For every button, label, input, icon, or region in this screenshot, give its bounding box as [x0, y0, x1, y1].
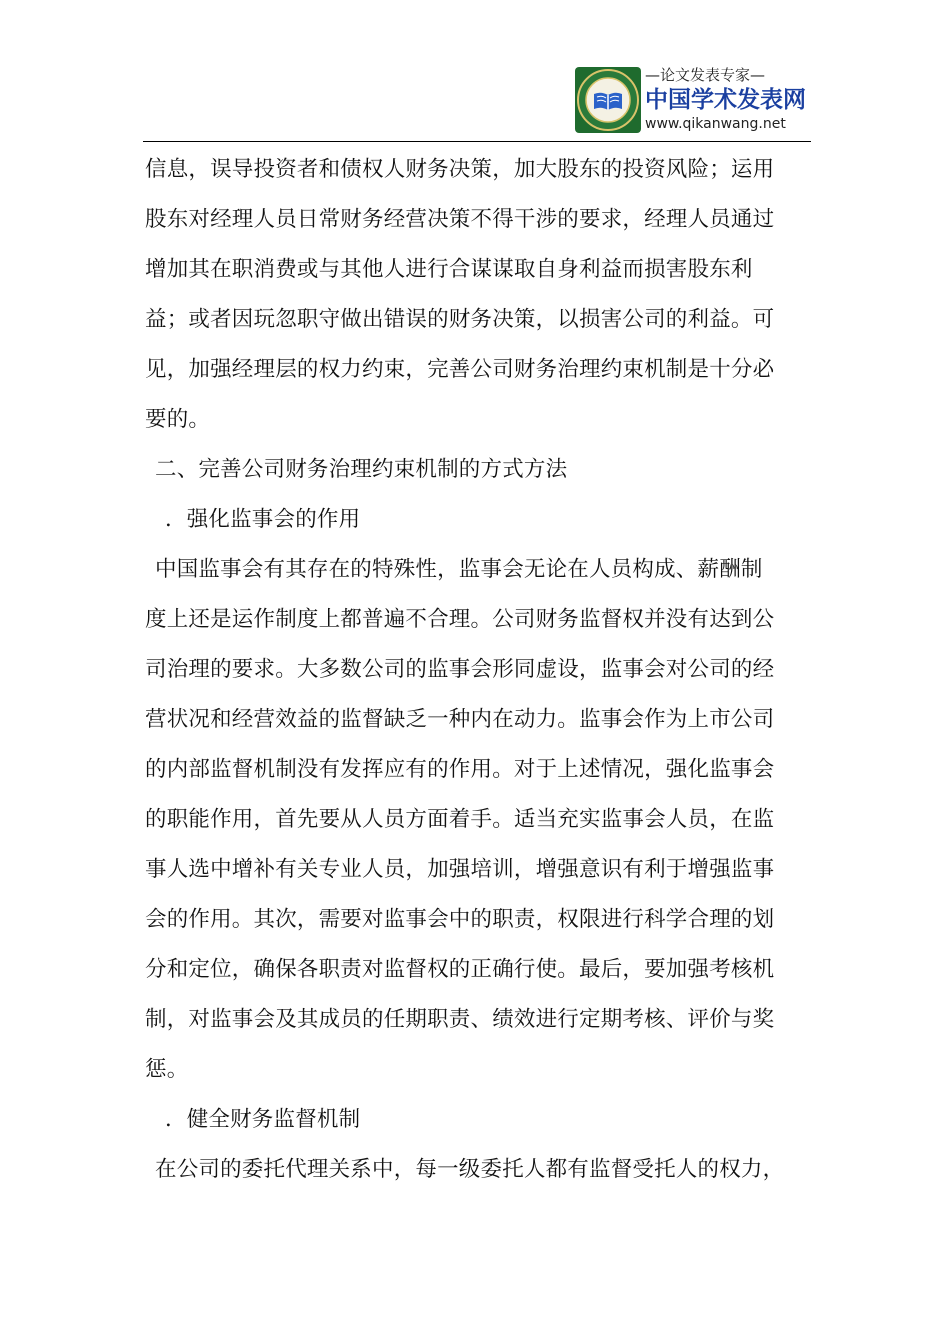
subsection-heading: ．强化监事会的作用: [165, 507, 361, 532]
body-line: 事人选中增补有关专业人员，加强培训，增强意识有利于增强监事: [145, 857, 775, 882]
body-line: 信息，误导投资者和债权人财务决策，加大股东的投资风险；运用: [145, 157, 775, 182]
body-line: 见，加强经理层的权力约束，完善公司财务治理约束机制是十分必: [145, 357, 775, 382]
body-line: 在公司的委托代理关系中，每一级委托人都有监督受托人的权力，: [155, 1157, 785, 1182]
body-line: 营状况和经营效益的监督缺乏一种内在动力。监事会作为上市公司: [145, 707, 775, 732]
logo-brand-name: 中国学术发表网: [645, 87, 806, 113]
body-line: 惩。: [145, 1057, 189, 1082]
section-heading: 二、完善公司财务治理约束机制的方式方法: [155, 457, 568, 482]
body-line: 中国监事会有其存在的特殊性，监事会无论在人员构成、薪酬制: [155, 557, 763, 582]
body-line: 会的作用。其次，需要对监事会中的职责，权限进行科学合理的划: [145, 907, 775, 932]
body-line: 益；或者因玩忽职守做出错误的财务决策，以损害公司的利益。可: [145, 307, 775, 332]
body-line: 司治理的要求。大多数公司的监事会形同虚设，监事会对公司的经: [145, 657, 775, 682]
header-divider: [143, 141, 811, 142]
body-line: 度上还是运作制度上都普遍不合理。公司财务监督权并没有达到公: [145, 607, 775, 632]
logo-tagline: —论文发表专家—: [645, 66, 766, 84]
body-line: 增加其在职消费或与其他人进行合谋谋取自身利益而损害股东利: [145, 257, 753, 282]
body-line: 的内部监督机制没有发挥应有的作用。对于上述情况，强化监事会: [145, 757, 775, 782]
header-logo: [575, 67, 810, 133]
body-line: 股东对经理人员日常财务经营决策不得干涉的要求，经理人员通过: [145, 207, 775, 232]
body-line: 制，对监事会及其成员的任期职责、绩效进行定期考核、评价与奖: [145, 1007, 775, 1032]
subsection-heading: ．健全财务监督机制: [165, 1107, 361, 1132]
body-line: 分和定位，确保各职责对监督权的正确行使。最后，要加强考核机: [145, 957, 775, 982]
logo-url: www.qikanwang.net: [645, 116, 786, 132]
document-body: [145, 145, 795, 1195]
body-line: 的职能作用，首先要从人员方面着手。适当充实监事会人员，在监: [145, 807, 775, 832]
body-line: 要的。: [145, 407, 211, 432]
seal-emblem-icon: [575, 67, 641, 133]
